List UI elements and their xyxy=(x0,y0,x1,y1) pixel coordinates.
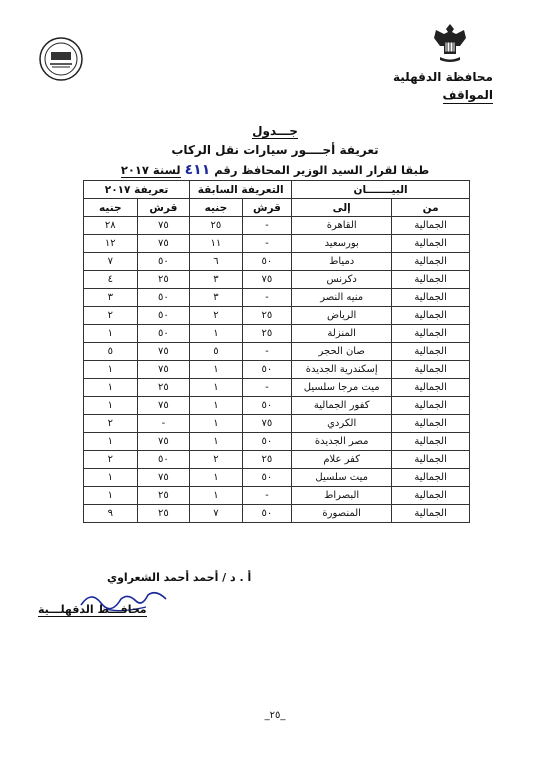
cell-prev-pounds: ١ xyxy=(190,469,243,487)
table-row xyxy=(84,343,470,361)
table-row xyxy=(84,361,470,379)
cell-to: دمياط xyxy=(292,253,392,271)
cell-to: البصراط xyxy=(292,487,392,505)
egypt-eagle-emblem-icon xyxy=(432,20,468,64)
cell-new-pounds: ٢ xyxy=(84,307,138,325)
cell-new-piasters: ٢٥ xyxy=(137,505,190,523)
cell-to: القاهرة xyxy=(292,217,392,235)
table-row xyxy=(84,487,470,505)
cell-to: إسكندرية الجديدة xyxy=(292,361,392,379)
cell-new-pounds: ٢ xyxy=(84,451,138,469)
column-header-row xyxy=(84,199,470,217)
cell-prev-piasters: - xyxy=(242,235,292,253)
cell-from: الجمالية xyxy=(392,325,470,343)
cell-new-pounds: ١ xyxy=(84,361,138,379)
cell-prev-piasters: - xyxy=(242,289,292,307)
cell-prev-pounds: ٢٥ xyxy=(190,217,243,235)
cell-prev-pounds: ١ xyxy=(190,397,243,415)
cell-to: المنصورة xyxy=(292,505,392,523)
cell-from: الجمالية xyxy=(392,271,470,289)
group-header-row xyxy=(84,181,470,199)
cell-from: الجمالية xyxy=(392,235,470,253)
cell-prev-piasters: ٧٥ xyxy=(242,271,292,289)
decree-number: ٤١١ xyxy=(184,162,211,178)
cell-prev-pounds: ٧ xyxy=(190,505,243,523)
cell-from: الجمالية xyxy=(392,289,470,307)
cell-from: الجمالية xyxy=(392,379,470,397)
cell-new-piasters: ٧٥ xyxy=(137,343,190,361)
cell-prev-pounds: ٢ xyxy=(190,451,243,469)
cell-prev-pounds: ١ xyxy=(190,361,243,379)
cell-new-piasters: ٧٥ xyxy=(137,433,190,451)
cell-prev-piasters: ٢٥ xyxy=(242,451,292,469)
table-row xyxy=(84,253,470,271)
cell-new-pounds: ٣ xyxy=(84,289,138,307)
cell-new-pounds: ١٢ xyxy=(84,235,138,253)
cell-new-pounds: ٤ xyxy=(84,271,138,289)
cell-new-pounds: ١ xyxy=(84,379,138,397)
cell-prev-pounds: ١ xyxy=(190,415,243,433)
signer-title: محافـــظ الدقهلـــية xyxy=(38,603,147,616)
cell-prev-piasters: ٧٥ xyxy=(242,415,292,433)
cell-new-piasters: ٢٥ xyxy=(137,271,190,289)
cell-new-pounds: ٩ xyxy=(84,505,138,523)
cell-new-pounds: ١ xyxy=(84,433,138,451)
table-row xyxy=(84,379,470,397)
signer-name: أ . د / أحمد أحمد الشعراوي xyxy=(107,571,252,584)
cell-new-pounds: ٢٨ xyxy=(84,217,138,235)
cell-from: الجمالية xyxy=(392,505,470,523)
cell-new-pounds: ٢ xyxy=(84,415,138,433)
cell-prev-pounds: ١ xyxy=(190,487,243,505)
cell-from: الجمالية xyxy=(392,487,470,505)
decree-line xyxy=(0,162,550,178)
cell-to: الكردي xyxy=(292,415,392,433)
cell-new-piasters: ٧٥ xyxy=(137,397,190,415)
cell-to: دكرنس xyxy=(292,271,392,289)
cell-from: الجمالية xyxy=(392,343,470,361)
cell-prev-pounds: ٣ xyxy=(190,271,243,289)
cell-to: ميت سلسيل xyxy=(292,469,392,487)
cell-new-piasters: - xyxy=(137,415,190,433)
cell-new-pounds: ٧ xyxy=(84,253,138,271)
cell-new-piasters: ٥٠ xyxy=(137,289,190,307)
cell-prev-piasters: ٥٠ xyxy=(242,361,292,379)
cell-prev-pounds: ٢ xyxy=(190,307,243,325)
cell-new-piasters: ٧٥ xyxy=(137,217,190,235)
document-subtitle: تعريفة أجــــور سيارات نقل الركاب xyxy=(171,143,379,157)
cell-prev-pounds: ١ xyxy=(190,433,243,451)
cell-from: الجمالية xyxy=(392,415,470,433)
table-row xyxy=(84,433,470,451)
cell-prev-piasters: ٥٠ xyxy=(242,505,292,523)
governorate-seal-icon xyxy=(38,36,84,82)
governorate-name: محافظة الدقهلية xyxy=(393,70,493,84)
cell-prev-pounds: ٥ xyxy=(190,343,243,361)
cell-to: منيه النصر xyxy=(292,289,392,307)
table-row xyxy=(84,451,470,469)
cell-from: الجمالية xyxy=(392,307,470,325)
cell-to: كفر علام xyxy=(292,451,392,469)
cell-new-piasters: ٥٠ xyxy=(137,325,190,343)
col-to: إلى xyxy=(292,199,392,217)
header-new-fare: تعريفة ٢٠١٧ xyxy=(84,181,190,199)
cell-from: الجمالية xyxy=(392,217,470,235)
cell-prev-piasters: ٥٠ xyxy=(242,253,292,271)
cell-to: مصر الجديدة xyxy=(292,433,392,451)
cell-prev-piasters: ٢٥ xyxy=(242,307,292,325)
cell-new-piasters: ٧٥ xyxy=(137,235,190,253)
decree-year: لسنة ٢٠١٧ xyxy=(120,163,181,177)
cell-new-piasters: ٢٥ xyxy=(137,487,190,505)
table-row xyxy=(84,289,470,307)
table-row xyxy=(84,505,470,523)
cell-prev-pounds: ٦ xyxy=(190,253,243,271)
cell-new-pounds: ٥ xyxy=(84,343,138,361)
cell-prev-piasters: ٥٠ xyxy=(242,433,292,451)
cell-new-pounds: ١ xyxy=(84,325,138,343)
table-row xyxy=(84,217,470,235)
cell-prev-piasters: - xyxy=(242,343,292,361)
cell-new-piasters: ٥٠ xyxy=(137,451,190,469)
cell-to: المنزلة xyxy=(292,325,392,343)
cell-new-pounds: ١ xyxy=(84,397,138,415)
col-new-piasters: قرش xyxy=(137,199,190,217)
cell-prev-piasters: - xyxy=(242,487,292,505)
cell-to: الرياض xyxy=(292,307,392,325)
cell-new-pounds: ١ xyxy=(84,469,138,487)
cell-new-pounds: ١ xyxy=(84,487,138,505)
department-name: المواقف xyxy=(442,88,493,102)
page-number: _٢٥_ xyxy=(264,710,286,721)
col-prev-piasters: قرش xyxy=(242,199,292,217)
cell-prev-pounds: ٣ xyxy=(190,289,243,307)
cell-from: الجمالية xyxy=(392,433,470,451)
table-row xyxy=(84,469,470,487)
col-new-pounds: جنيه xyxy=(84,199,138,217)
table-row xyxy=(84,271,470,289)
cell-prev-piasters: ٥٠ xyxy=(242,397,292,415)
table-row xyxy=(84,325,470,343)
cell-from: الجمالية xyxy=(392,253,470,271)
header-previous-fare: التعريفة السابقة xyxy=(190,181,292,199)
cell-new-piasters: ٥٠ xyxy=(137,253,190,271)
cell-prev-pounds: ١١ xyxy=(190,235,243,253)
cell-new-piasters: ٢٥ xyxy=(137,379,190,397)
cell-prev-piasters: ٢٥ xyxy=(242,325,292,343)
cell-from: الجمالية xyxy=(392,469,470,487)
cell-new-piasters: ٧٥ xyxy=(137,469,190,487)
col-from: من xyxy=(392,199,470,217)
cell-prev-piasters: - xyxy=(242,379,292,397)
document-title: جـــدول xyxy=(252,124,298,138)
table-row xyxy=(84,415,470,433)
cell-to: كفور الجمالية xyxy=(292,397,392,415)
cell-to: ميت مرجا سلسيل xyxy=(292,379,392,397)
table-row xyxy=(84,307,470,325)
header-statement: البيـــــــان xyxy=(292,181,470,199)
cell-prev-pounds: ١ xyxy=(190,325,243,343)
col-prev-pounds: جنيه xyxy=(190,199,243,217)
cell-new-piasters: ٧٥ xyxy=(137,361,190,379)
cell-new-piasters: ٥٠ xyxy=(137,307,190,325)
cell-to: صان الحجر xyxy=(292,343,392,361)
fares-table xyxy=(83,180,470,523)
decree-prefix: طبقا لقرار السيد الوزير المحافظ رقم xyxy=(214,163,430,177)
cell-prev-piasters: - xyxy=(242,217,292,235)
cell-from: الجمالية xyxy=(392,361,470,379)
cell-prev-pounds: ١ xyxy=(190,379,243,397)
cell-from: الجمالية xyxy=(392,451,470,469)
cell-to: بورسعيد xyxy=(292,235,392,253)
table-row xyxy=(84,235,470,253)
table-row xyxy=(84,397,470,415)
cell-prev-piasters: ٥٠ xyxy=(242,469,292,487)
cell-from: الجمالية xyxy=(392,397,470,415)
